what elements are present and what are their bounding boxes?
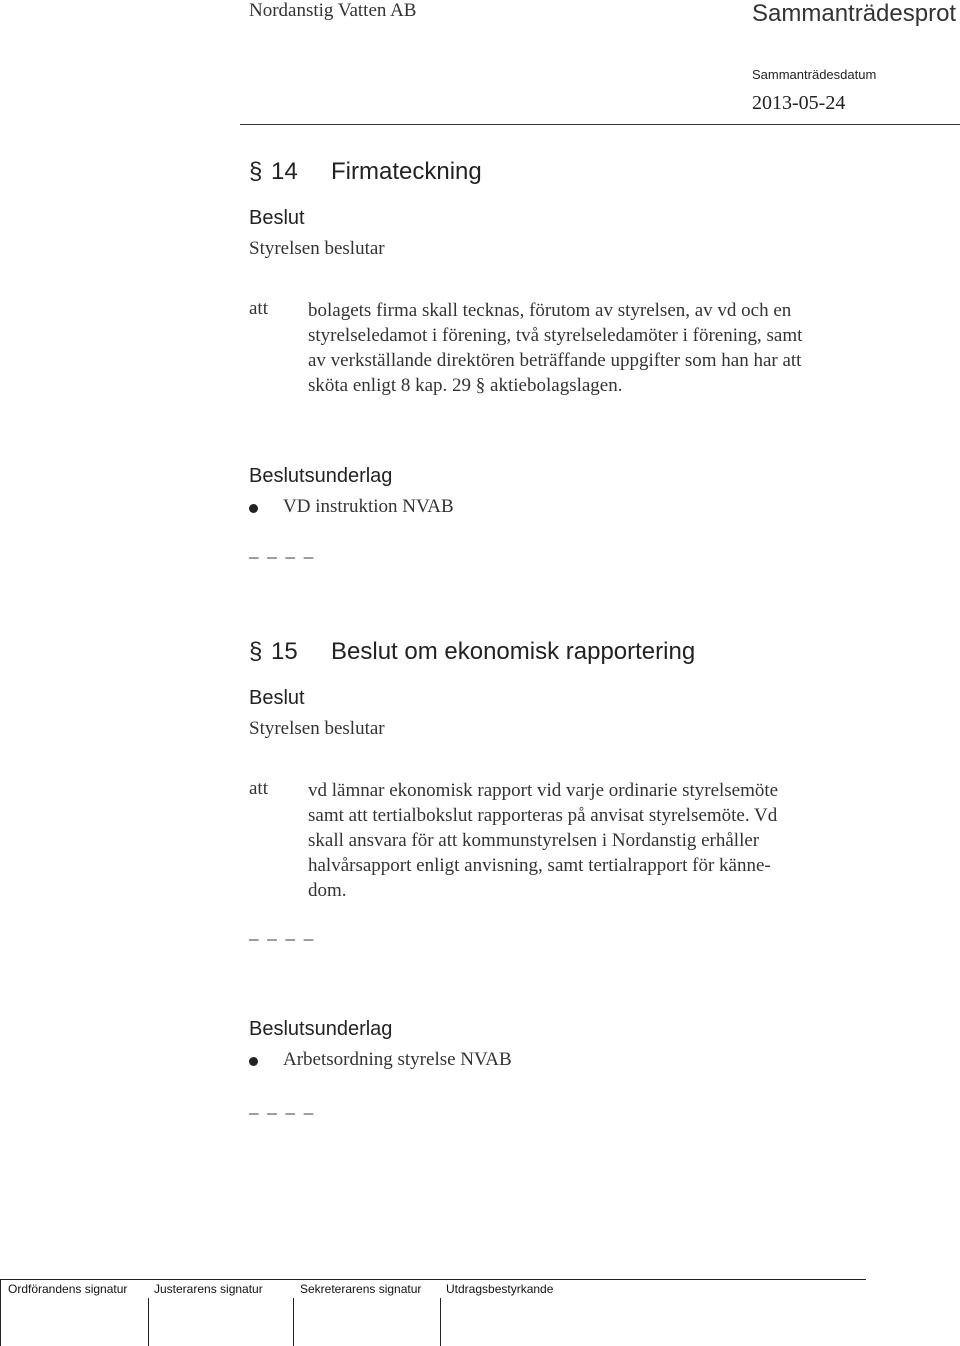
- section-number: 15: [271, 638, 298, 665]
- signature-field-divider: [440, 1298, 441, 1346]
- bullet-icon: [249, 504, 258, 513]
- section-separator: _ _ _ _: [249, 922, 316, 943]
- paragraph-line: styrelseledamot i förening, två styrelseledamöter i förening, samt: [308, 325, 803, 346]
- paragraph-line: bolagets firma skall tecknas, förutom av styrelsen, av vd och en: [308, 300, 792, 321]
- paragraph-line: av verkställande direktören beträffande uppgifter som han har att: [308, 350, 802, 371]
- signature-field-divider: [293, 1298, 294, 1346]
- list-item-text: Arbetsordning styrelse NVAB: [283, 1049, 512, 1070]
- decision-intro: Styrelsen beslutar: [249, 238, 385, 259]
- header-divider: [240, 124, 960, 125]
- att-label: att: [249, 778, 268, 799]
- signature-label-secretary: Sekreterarens signatur: [300, 1282, 422, 1296]
- signature-label-extract: Utdragsbestyrkande: [446, 1282, 554, 1296]
- paragraph-line: skall ansvara för att kommunstyrelsen i Nordanstig erhåller: [308, 830, 760, 851]
- section-title: Firmateckning: [331, 158, 482, 185]
- signature-label-adjuster: Justerarens signatur: [154, 1282, 263, 1296]
- paragraph-line: samt att tertialbokslut rapporteras på anvisat styrelsemöte. Vd: [308, 805, 778, 826]
- beslutsunderlag-heading: Beslutsunderlag: [249, 1018, 393, 1040]
- paragraph-symbol: §: [249, 638, 263, 665]
- paragraph-line: vd lämnar ekonomisk rapport vid varje ordinarie styrelsemöte: [308, 780, 779, 801]
- att-label: att: [249, 298, 268, 319]
- signature-field-divider: [148, 1298, 149, 1346]
- beslut-heading: Beslut: [249, 207, 305, 229]
- beslutsunderlag-heading: Beslutsunderlag: [249, 465, 393, 487]
- bullet-icon: [249, 1057, 258, 1066]
- list-item-text: VD instruktion NVAB: [283, 496, 454, 517]
- paragraph-line: sköta enligt 8 kap. 29 § aktiebolagslagen.: [308, 375, 623, 396]
- footer-border: [0, 1280, 1, 1346]
- company-name: Nordanstig Vatten AB: [249, 0, 417, 21]
- list-item: [249, 496, 649, 522]
- section-separator: _ _ _ _: [249, 1096, 316, 1117]
- section-number: 14: [271, 158, 298, 185]
- beslut-heading: Beslut: [249, 687, 305, 709]
- meeting-date-label: Sammanträdesdatum: [752, 67, 877, 82]
- section-title: Beslut om ekonomisk rapportering: [331, 638, 696, 665]
- document-type: Sammanträdesprot: [752, 0, 957, 27]
- footer-divider: [0, 1279, 866, 1280]
- section-separator: _ _ _ _: [249, 540, 316, 561]
- paragraph-symbol: §: [249, 158, 263, 185]
- decision-paragraph: [308, 298, 848, 398]
- paragraph-line: dom.: [308, 880, 347, 901]
- signature-label-chair: Ordförandens signatur: [8, 1282, 128, 1296]
- decision-paragraph: [308, 778, 848, 903]
- paragraph-line: halvårsapport enligt anvisning, samt tertialrapport för känne-: [308, 855, 771, 876]
- meeting-date: 2013-05-24: [752, 92, 846, 114]
- decision-intro: Styrelsen beslutar: [249, 718, 385, 739]
- list-item: [249, 1049, 649, 1075]
